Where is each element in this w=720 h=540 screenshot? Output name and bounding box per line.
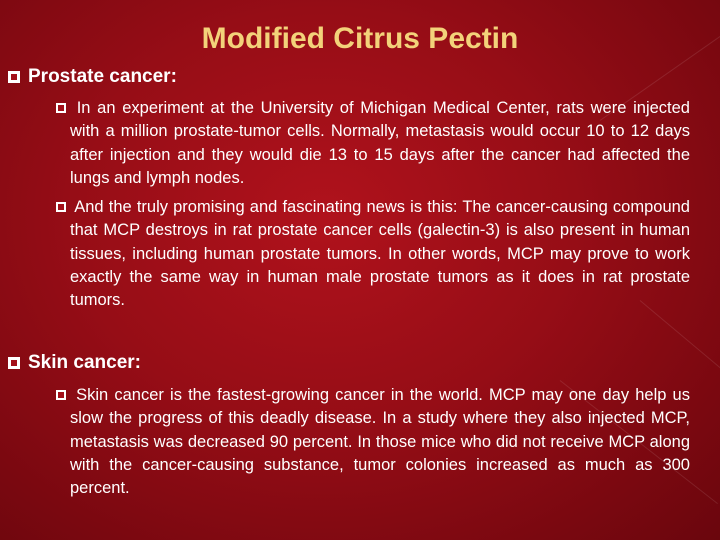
section-heading-label: Prostate cancer: — [28, 66, 177, 87]
bullet-item — [56, 196, 690, 312]
bullet-text: And the truly promising and fascinating news is this: The cancer-causing compound that MCP destroys in rat prostate cancer cells (galectin-3) is also present in human tissues, including human prostate tumors. In other words, MCP may prove to work exactly the same way in human male prostate tumors as it does in rat prostate tumors. — [70, 198, 690, 310]
bullet-icon — [8, 71, 20, 83]
bullet-icon — [56, 202, 66, 212]
bullet-item — [56, 384, 690, 500]
section-heading-label: Skin cancer: — [28, 352, 141, 373]
bullet-icon — [56, 390, 66, 400]
bullet-text: In an experiment at the University of Michigan Medical Center, rats were injected with a million prostate-tumor cells. Normally, metastasis would occur 10 to 12 days after injection and they would die 13 to 15 days after the cancer had affected the lungs and lymph nodes. — [70, 99, 690, 187]
bullet-item — [56, 97, 690, 190]
section-heading-skin — [8, 352, 141, 374]
bullet-icon — [8, 357, 20, 369]
slide-title: Modified Citrus Pectin — [201, 22, 519, 55]
section-heading-prostate — [8, 66, 177, 88]
bullet-text: Skin cancer is the fastest-growing cancer in the world. MCP may one day help us slow the progress of this deadly disease. In a study where they also injected MCP, metastasis was decreased 90 percent. In those mice who did not receive MCP along with the cancer-causing substance, tumor colonies increased as much as 300 percent. — [70, 386, 690, 498]
bullet-icon — [56, 103, 66, 113]
